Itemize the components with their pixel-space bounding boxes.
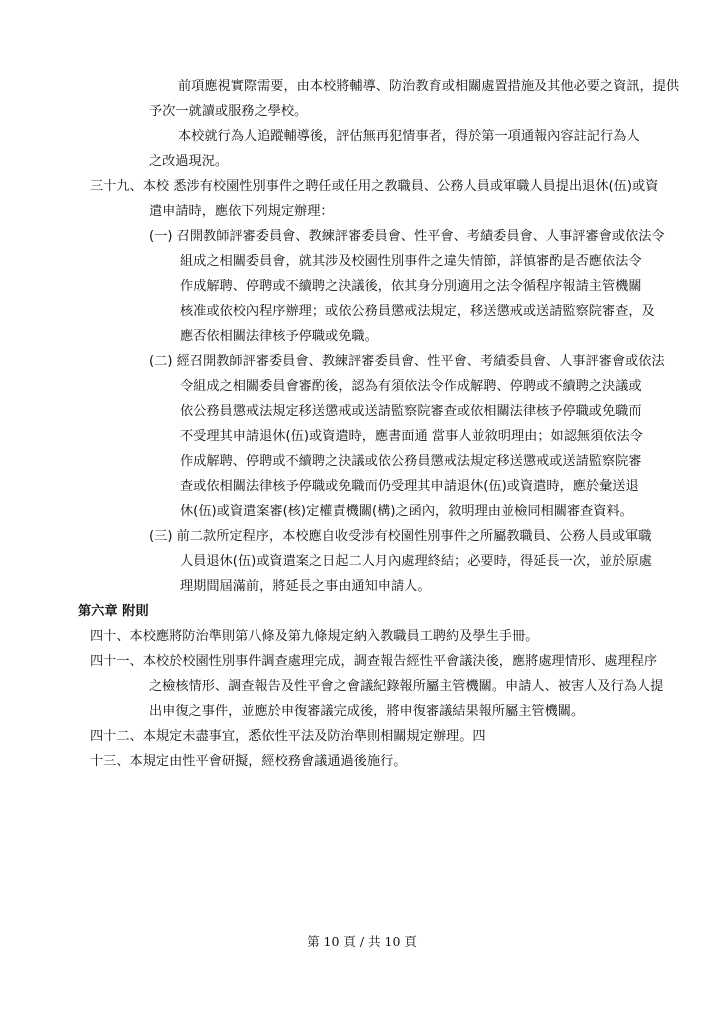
text-line: 查或依相關法律核予停職或免職而仍受理其申請退休(伍)或資遣時，應於彙送退 bbox=[180, 479, 639, 494]
article-39: 三十九、本校 悉涉有校園性別事件之聘任或任用之教職員、公務人員或軍職人員提出退休(伍)或資 bbox=[90, 179, 659, 194]
text-line: 人員退休(伍)或資遣案之日起二人月內處理終結；必要時，得延長一次，並於原處 bbox=[180, 554, 652, 569]
text-line: 之改過現況。 bbox=[149, 154, 229, 169]
text-line: 令組成之相關委員會審酌後，認為有須依法令作成解聘、停聘或不續聘之決議或 bbox=[180, 379, 642, 394]
chapter-heading: 第六章 附則 bbox=[78, 604, 149, 619]
clause-1: (一) 召開教師評審委員會、教練評審委員會、性平會、考績委員會、人事評審會或依法令 bbox=[149, 229, 665, 244]
article-41: 四十一、本校於校園性別事件調查處理完成，調查報告經性平會議決後，應將處理情形、處理程序 bbox=[90, 654, 658, 669]
text-line: 遣申請時，應依下列規定辦理： bbox=[149, 204, 334, 219]
text-line: 之檢核情形、調查報告及性平會之會議紀錄報所屬主管機關。申請人、被害人及行為人提 bbox=[149, 679, 664, 694]
article-43: 十三、本規定由性平會研擬，經校務會議通過後施行。 bbox=[90, 754, 407, 769]
text-line: 核准或依校內程序辦理；或依公務員懲戒法規定，移送懲戒或送請監察院審查，及 bbox=[180, 304, 655, 319]
text-line: 予次一就讀或服務之學校。 bbox=[149, 104, 308, 119]
article-40: 四十、本校應將防治準則第八條及第九條規定納入教職員工聘約及學生手冊。 bbox=[90, 629, 539, 644]
text-line: 出申復之事件，並應於申復審議完成後，將申復審議結果報所屬主管機關。 bbox=[149, 704, 585, 719]
page-number-footer: 第 10 頁 / 共 10 頁 bbox=[307, 934, 417, 949]
clause-3: (三) 前二款所定程序，本校應自收受涉有校園性別事件之所屬教職員、公務人員或軍職 bbox=[149, 529, 652, 544]
text-line: 作成解聘、停聘或不續聘之決議後，依其身分別適用之法令循程序報請主管機關 bbox=[180, 279, 642, 294]
text-line: 理期間屆滿前，將延長之事由通知申請人。 bbox=[180, 579, 431, 594]
text-line: 依公務員懲戒法規定移送懲戒或送請監察院審查或依相關法律核予停職或免職而 bbox=[180, 404, 642, 419]
clause-2: (二) 經召開教師評審委員會、教練評審委員會、性平會、考績委員會、人事評審會或依法 bbox=[149, 354, 665, 369]
text-line: 本校就行為人追蹤輔導後，評估無再犯情事者，得於第一項通報內容註記行為人 bbox=[178, 129, 640, 144]
text-line: 前項應視實際需要，由本校將輔導、防治教育或相關處置措施及其他必要之資訊，提供 bbox=[178, 79, 680, 94]
text-line: 作成解聘、停聘或不續聘之決議或依公務員懲戒法規定移送懲戒或送請監察院審 bbox=[180, 454, 642, 469]
article-42: 四十二、本規定未盡事宜，悉依性平法及防治準則相關規定辦理。四 bbox=[90, 729, 486, 744]
text-line: 組成之相關委員會，就其涉及校園性別事件之違失情節，詳慎審酌是否應依法令 bbox=[180, 254, 642, 269]
text-line: 應否依相關法律核予停職或免職。 bbox=[180, 329, 378, 344]
text-line: 休(伍)或資遣案審(核)定權責機關(構)之函內，敘明理由並檢同相關審查資料。 bbox=[180, 504, 633, 519]
text-line: 不受理其申請退休(伍)或資遣時，應書面通 當事人並敘明理由；如認無須依法令 bbox=[180, 429, 643, 444]
